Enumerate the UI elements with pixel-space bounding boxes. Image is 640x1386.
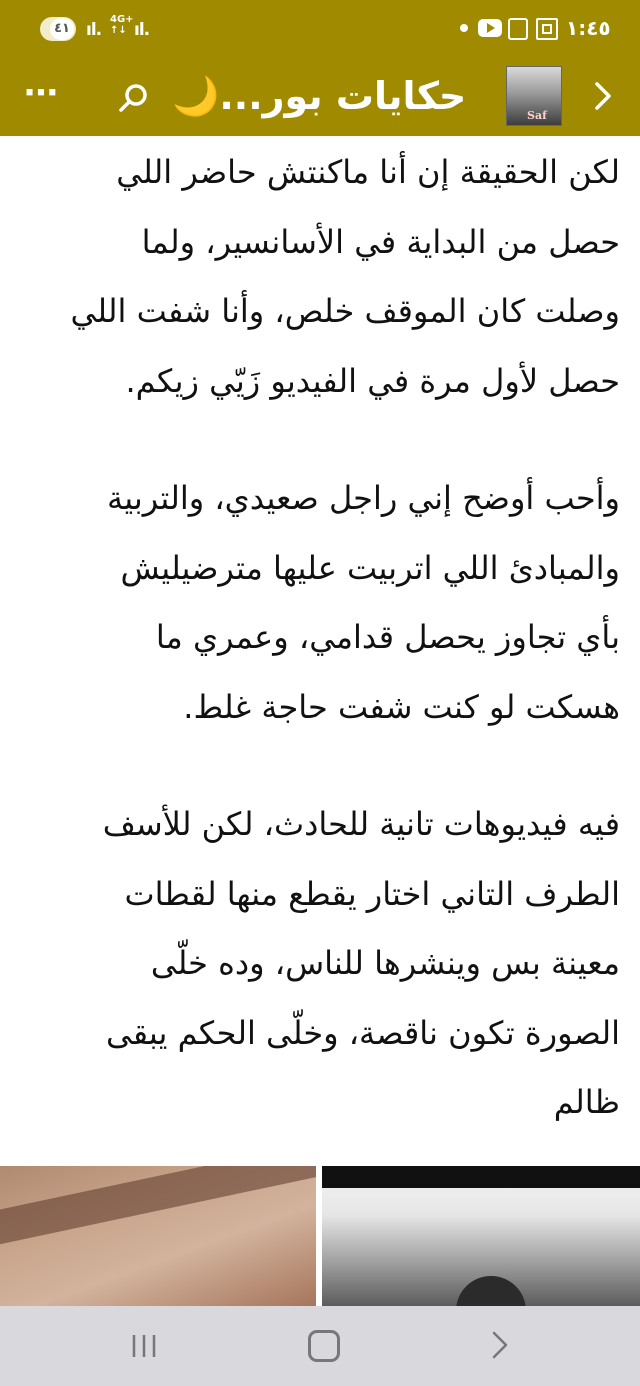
clock: ١:٤٥ xyxy=(566,16,611,40)
chevron-right-icon xyxy=(588,76,618,116)
home-icon[interactable] xyxy=(308,1330,340,1362)
more-options-button[interactable]: ⋯ xyxy=(24,73,59,113)
signal-strength-2-icon: ıl. xyxy=(134,20,150,40)
text-line: حصل من البداية في الأسانسير، ولما xyxy=(141,222,620,261)
post-image-left[interactable] xyxy=(0,1166,316,1306)
text-line: لكن الحقيقة إن أنا ماكنتش حاضر اللي xyxy=(116,153,620,191)
back-nav-icon[interactable] xyxy=(490,1330,510,1360)
battery-level: ٤١ xyxy=(50,18,74,40)
network-type xyxy=(110,14,134,36)
text-line: وأحب أوضح إني راجل صعيدي، والتربية xyxy=(107,479,620,517)
status-bar xyxy=(0,0,640,60)
screenshot-icon xyxy=(536,18,558,40)
text-line: الطرف التاني اختار يقطع منها لقطات xyxy=(124,874,620,913)
text-line: بأي تجاوز يحصل قدامي، وعمري ما xyxy=(155,618,620,656)
crescent-moon-icon: 🌙 xyxy=(172,74,220,118)
system-navigation-bar xyxy=(0,1306,640,1386)
back-button[interactable] xyxy=(588,76,618,116)
signal-strength-icon: ıl. xyxy=(86,20,102,40)
youtube-notification-icon xyxy=(478,19,502,37)
network-type-label: 4G+ xyxy=(110,14,134,25)
page-title[interactable] xyxy=(172,68,492,124)
post-paragraph xyxy=(20,790,620,1138)
notification-dot-icon xyxy=(460,24,468,32)
post-body xyxy=(20,138,620,1186)
battery-icon xyxy=(40,17,76,41)
app-bar xyxy=(0,60,640,136)
search-button[interactable] xyxy=(116,80,156,120)
text-line: معينة بس وينشرها للناس، وده خلّى xyxy=(150,944,620,982)
page-title-text: حكايات بور... xyxy=(219,74,467,118)
post-paragraph xyxy=(20,138,620,416)
search-icon xyxy=(116,80,152,116)
text-line: فيه فيديوهات تانية للحادث، لكن للأسف xyxy=(102,805,620,843)
text-line: وصلت كان الموقف خلص، وأنا شفت اللي xyxy=(70,292,620,330)
data-arrows-icon: ↑↓ xyxy=(110,25,127,36)
post-image-right[interactable] xyxy=(322,1166,640,1306)
page-avatar[interactable] xyxy=(506,66,562,126)
post-paragraph xyxy=(20,464,620,742)
avatar-logo-text: Saf xyxy=(527,109,547,122)
text-line: هسكت لو كنت شفت حاجة غلط. xyxy=(183,687,620,726)
text-line: والمبادئ اللي اتربيت عليها مترضيليش xyxy=(120,548,620,587)
text-line: الصورة تكون ناقصة، وخلّى الحكم يبقى xyxy=(106,1013,620,1052)
text-line: ظالم xyxy=(553,1083,620,1121)
app-notification-icon xyxy=(508,18,528,40)
text-line: حصل لأول مرة في الفيديو زَيّي زيكم. xyxy=(125,361,620,400)
recent-apps-icon[interactable] xyxy=(130,1332,158,1360)
